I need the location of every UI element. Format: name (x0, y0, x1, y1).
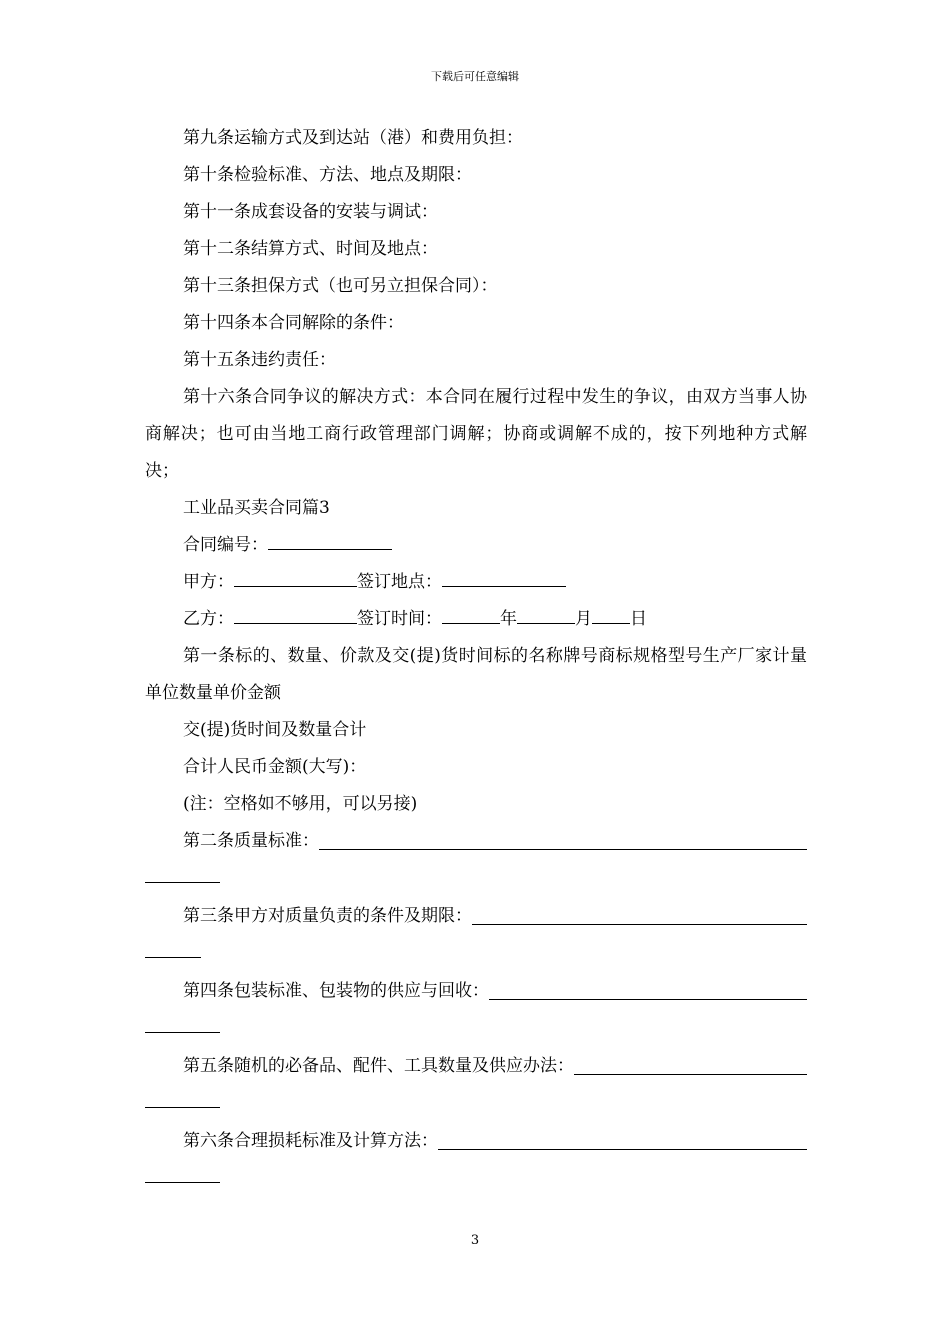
article-5-blank (574, 1050, 807, 1075)
contract-number-blank (268, 532, 392, 550)
document-body (145, 120, 807, 1198)
article-6-blank (438, 1125, 807, 1150)
article-10: 第十条检验标准、方法、地点及期限： (183, 165, 472, 185)
contract-number-label: 合同编号： (183, 535, 268, 555)
fill-article-3 (145, 898, 807, 958)
article-3-tail-blank (145, 957, 201, 958)
delivery-line: 交(提)货时间及数量合计 (183, 720, 367, 740)
article-1: 第一条标的、数量、价款及交(提)货时间标的名称牌号商标规格型号生产厂家计量单位数量单价金额 (145, 646, 807, 703)
article-15: 第十五条违约责任： (183, 350, 336, 370)
month-label: 月 (575, 609, 592, 629)
party-b-line (145, 601, 807, 638)
day-blank (592, 606, 630, 624)
article-5-tail-blank (145, 1107, 220, 1108)
article-4-label: 第四条包装标准、包装物的供应与回收： (183, 981, 489, 1001)
article-3-label: 第三条甲方对质量负责的条件及期限： (183, 906, 472, 926)
article-6-label: 第六条合理损耗标准及计算方法： (183, 1131, 438, 1151)
article-6-tail-blank (145, 1182, 220, 1183)
month-blank (517, 606, 575, 624)
article-11: 第十一条成套设备的安装与调试： (183, 202, 438, 222)
fill-article-6 (145, 1123, 807, 1183)
fill-article-5 (145, 1048, 807, 1108)
article-4-tail-blank (145, 1032, 220, 1033)
article-4-blank (489, 975, 807, 1000)
contract-title: 工业品买卖合同篇3 (183, 498, 330, 518)
article-2-label: 第二条质量标准： (183, 831, 319, 851)
article-16: 第十六条合同争议的解决方式：本合同在履行过程中发生的争议，由双方当事人协商解决；也可由当地工商行政管理部门调解；协商或调解不成的，按下列地种方式解决； (145, 387, 807, 481)
party-a-label: 甲方： (183, 572, 234, 592)
article-5-label: 第五条随机的必备品、配件、工具数量及供应办法： (183, 1056, 574, 1076)
article-3-blank (472, 900, 807, 925)
party-b-label: 乙方： (183, 609, 234, 629)
sign-place-blank (442, 569, 566, 587)
year-blank (442, 606, 500, 624)
note-line: (注：空格如不够用，可以另接) (183, 794, 418, 814)
party-a-line (145, 564, 807, 601)
article-2-tail-blank (145, 882, 220, 883)
party-a-blank (234, 569, 357, 587)
sign-place-label: 签订地点： (357, 572, 442, 592)
article-9: 第九条运输方式及到达站（港）和费用负担： (183, 128, 523, 148)
party-b-blank (234, 606, 357, 624)
page-header: 下载后可任意编辑 (431, 70, 519, 83)
fill-article-2 (145, 823, 807, 883)
year-label: 年 (500, 609, 517, 629)
day-label: 日 (630, 609, 647, 629)
article-14: 第十四条本合同解除的条件： (183, 313, 404, 333)
fill-article-4 (145, 973, 807, 1033)
contract-number-line (145, 527, 807, 564)
page-number: 3 (470, 1233, 480, 1248)
total-rmb-line: 合计人民币金额(大写)： (183, 757, 367, 777)
article-2-blank (319, 825, 807, 850)
article-13: 第十三条担保方式（也可另立担保合同）： (183, 276, 498, 296)
article-12: 第十二条结算方式、时间及地点： (183, 239, 438, 259)
sign-time-label: 签订时间： (357, 609, 442, 629)
